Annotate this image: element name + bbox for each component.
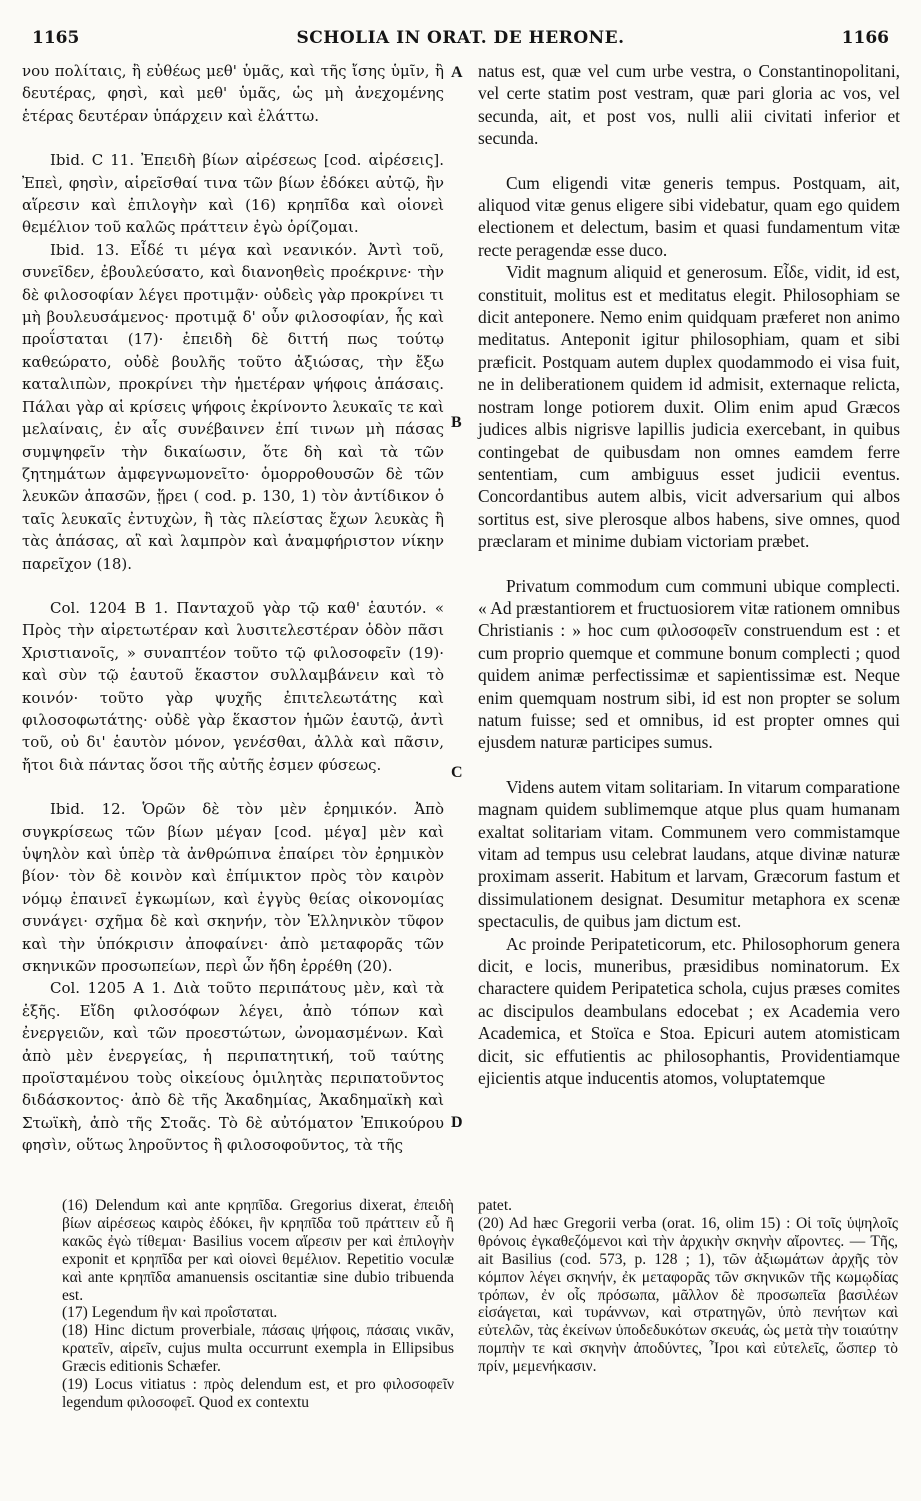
greek-paragraph: νου πολίταις, ἢ εὐθέως μεθ' ὑμᾶς, καὶ τῆς ἴσης ὑμῖν, ἢ δευτέρας, φησὶ, καὶ μεθ' ὑμᾶς, ὡς μὴ ἀνεχομένης ἑτέρας δευτέραν ὑπάρχειν καὶ ἐλάττω. xyxy=(22,62,444,125)
margin-marker-c: C xyxy=(451,764,463,781)
continuation-word: patet. xyxy=(478,1197,512,1214)
greek-paragraph: Col. 1204 B 1. Πανταχοῦ γὰρ τῷ καθ' ἑαυτόν. « Πρὸς τὴν αἱρετωτέραν καὶ λυσιτελεστέραν ὁδὸν πᾶσι Χριστιανοῖς, » συναπτέον τοῦτο τῷ φιλοσοφεῖν (19)· καὶ σὺν τῷ ἑαυτοῦ ἕκαστον συλλαμβάνειν καὶ τὸ κοινόν· τοῦτο γὰρ ψυχῆς ἐπιτελεωτάτης καὶ φιλοσοφωτάτης· οὐδὲ γὰρ ἕκαστον ἡμῶν ἑαυτῷ, ἀντὶ τοῦ, οὐ δι' ἑαυτὸν μόνον, γενέσθαι, ἀλλὰ καὶ πᾶσιν, ἤτοι διὰ πάντας ὅσοι τῆς αὐτῆς ἐσμεν φύσεως. xyxy=(22,598,444,774)
page-number-left: 1165 xyxy=(32,28,80,48)
footnotes-right xyxy=(478,1197,898,1376)
greek-paragraph: Ibid. C 11. Ἐπειδὴ βίων αἱρέσεως [cod. αἱρέσεις]. Ἐπεὶ, φησὶν, αἱρεῖσθαί τινα τῶν βίων ἐδόκει αὐτῷ, ἣν αἵρεσιν καὶ ἐπιλογὴν καὶ (16) κρηπῖδα καὶ οἱονεὶ θεμέλιον τοῦ καλῶς πράττειν ἐγὼ ὁρίζομαι. xyxy=(22,151,444,237)
latin-paragraph: Vidit magnum aliquid et generosum. Εἶδε, vidit, id est, constituit, molitus est et meditatus elegit. Philosophiam se dicit anteponere. Nemo enim quidquam præferet non animo meditatus. Anteponit igitur philosophiam, quam et sibi præficit. Postquam autem duplex quodammodo ei visa fuit, ne in deliberationem quidem id admisit, externaque relicta, nostram longe potiorem duxit. Olim enim apud Græcos judices albis nigrisve lapillis judicia exercebant, in quibus contingebat de quibusdam non omnes eamdem ferre sententiam, cum ambiguus esset judicii eventus. Concordantibus autem albis, vicit adversarium qui albos sortitus est, sive plerosque albos habens, sive omnes, quod præclaram et minime dubiam victoriam præbet. xyxy=(478,262,900,552)
footnote-20: (20) Ad hæc Gregorii verba (orat. 16, olim 15) : Οἱ τοῖς ὑψηλοῖς θρόνοις ἐγκαθεζόμενοι καὶ τὴν ἀρχικὴν σκηνὴν αἴροντες. — Τῆς, ait Basilius (cod. 573, p. 128 ; 1), τῶν ἀξιωμάτων ἀρχῆς τὸν κόμπον λέγει σκηνήν, ἐκ μεταφορᾶς τῶν σκηνικῶν τῆς κωμῳδίας τρόπων, ἐν οἷς πρόσωπα, μᾶλλον δὲ προσωπεῖα βασιλέων εἰσάγεται, καὶ τυράννων, καὶ στρατηγῶν, ὑπὸ πενήτων καὶ εὐτελῶν, τὰς ἐκείνων ὑποδεδυκότων σκευάς, ὡς μετὰ τὴν τοιαύτην πομπὴν τε καὶ σκηνὴν ἀποδύντες, Ἶροι καὶ εὐτελεῖς, ὥσπερ τὸ πρίν, μεμενήκασιν. xyxy=(478,1214,898,1376)
greek-paragraph: Ibid. 12. Ὁρῶν δὲ τὸν μὲν ἐρημικόν. Ἀπὸ συγκρίσεως τῶν βίων μέγαν [cod. μέγα] μὲν καὶ ὑψηλὸν καὶ ὑπὲρ τὰ ἀνθρώπινα ἐπαίρει τὸν ἐρημικὸν βίον· τὸν δὲ κοινὸν καὶ ἐπίμικτον πρὸς τὸν καιρὸν νόμῳ ἐπαινεῖ ἐγκωμίων, καὶ ἐγγὺς θείας οἰκονομίας συνάγει· σχῆμα δὲ καὶ σκηνήν, τὸν Ἑλληνικὸν τῦφον καὶ τὴν ὑπόκρισιν ἀποφαίνει· ἀπὸ μεταφορᾶς τῶν σκηνικῶν προσωπείων, περὶ ὧν ἤδη ἐρρέθη (20). xyxy=(22,800,444,976)
margin-marker-a: A xyxy=(451,64,463,81)
latin-paragraph: Cum eligendi vitæ generis tempus. Postquam, ait, aliquod vitæ genus eligere sibi videbatur, quam ego quidem electionem et delectum, basim et quasi fundamentum vitæ recte peragendæ esse duco. xyxy=(478,172,900,260)
greek-paragraph: Col. 1205 A 1. Διὰ τοῦτο περιπάτους μὲν, καὶ τὰ ἑξῆς. Εἴδη φιλοσόφων λέγει, ἀπὸ τόπων καὶ ἐνεργειῶν, καὶ τῶν προεστώτων, ὠνομασμένων. Καὶ ἀπὸ μὲν ἐνεργείας, ἡ περιπατητική, τοῦ ταύτης προϊσταμένου τοὺς οἰκείους ὁμιλητὰς περιπατοῦντος διδάσκοντος· ἀπὸ δὲ τῆς Ἀκαδημίας, Ἀκαδημαϊκὴ καὶ Στωϊκὴ, ἀπὸ τῆς Στοᾶς. Τὸ δὲ αὐτόματον Ἐπικούρου φησὶν, οὕτως ληροῦντος ἢ φιλοσοφοῦντος, τὰ τῆς xyxy=(22,979,444,1155)
latin-paragraph: Videns autem vitam solitariam. In vitarum comparatione magnam quidem sublimemque atque plus quam humanam exaltat solitariam vitam. Communem vero commistamque vitam ad tempus usu celebrat laudans, atque divinæ naturæ proximam asserit. Habitum et larvam, Græcorum fastum et dissimulationem designat. Desumitur metaphora ex scenæ spectaculis, de quibus jam dictum est. xyxy=(478,776,900,932)
page-number-right: 1166 xyxy=(841,28,889,48)
footnote-17: (17) Legendum ἣν καὶ προΐσταται. xyxy=(62,1304,278,1322)
greek-paragraph: Ibid. 13. Εἶδέ τι μέγα καὶ νεανικόν. Ἀντὶ τοῦ, συνεῖδεν, ἐβουλεύσατο, καὶ διανοηθεὶς προέκρινε· τὴν δὲ φιλοσοφίαν λέγει προτιμᾷν· οὐδεὶς γὰρ προκρίνει τι μὴ βουλευσάμενος· προτιμᾷ δ' οὖν φιλοσοφίαν, ἧς καὶ προΐσταται (17)· ἐπειδὴ δὲ διττή πως τούτῳ καθεώρατο, οὐδὲ βουλῆς τοῦτο ἀξιώσας, τὴν ἔξω καταλιπὼν, προκρίνει τὴν ἡμετέραν ψήφοις ἁπάσαις. Πάλαι γὰρ αἱ κρίσεις ψήφοις ἐκρίνοντο λευκαῖς τε καὶ μελαίναις, ἐν αἷς συνέβαινεν ἐπί τινων μὴ πάσας συμψηφεῖν τὴν δικαίωσιν, ὅτε δὴ καὶ τὰ τῶν ζητημάτων ἀμφεγνωμονεῖτο· ὁμορροθουσῶν δὲ τῶν λευκῶν ἁπασῶν, ᾕρει ( cod. p. 130, 1) τὸν ἀντίδικον ὁ ταῖς λευκαῖς ἐντυχὼν, ἢ τὰς πλείστας ἔχων λευκὰς ἢ τὰς ἁπάσας, αἳ καὶ λαμπρὸν καὶ ἀναμφήριστον νίκην παρεῖχον (18). xyxy=(22,240,444,573)
latin-paragraph: Ac proinde Peripateticorum, etc. Philosophorum genera dicit, e locis, muneribus, præsidibus nominatorum. Ex charactere quidem Peripatetica schola, cujus præses comites ac discipulos deambulans edocebat ; ex Academia vero Academica, et Stoïca e Stoa. Epicuri autem atomisticam dicit, sic effutientis ac philosophantis, Providentiamque ejicientis atque inducentis atomos, voluptatemque xyxy=(478,933,900,1089)
running-title: SCHOLIA IN ORAT. DE HERONE. xyxy=(296,28,625,48)
margin-marker-b: B xyxy=(451,414,462,431)
footnote-18: (18) Hinc dictum proverbiale, πάσαις ψήφοις, πάσαις νικᾶν, κρατεῖν, αἱρεῖν, cujus multa occurrunt exempla in Ellipsibus Græcis editionis Schæfer. xyxy=(62,1322,454,1376)
latin-paragraph: natus est, quæ vel cum urbe vestra, o Constantinopolitani, vel certe statim post vestram, quæ pari gloria ac vos, vel secunda, ait, et post vos, nulli alii civitati inferior et secunda. xyxy=(478,61,900,149)
footnotes-left xyxy=(62,1197,454,1412)
greek-column xyxy=(22,60,444,1157)
footnote-16: (16) Delendum καὶ ante κρηπῖδα. Gregorius dixerat, ἐπειδὴ βίων αἱρέσεως καιρὸς ἐδόκει, ἣν κρηπῖδα τοῦ πράττειν εὖ ἢ κακῶς ἐγὼ τίθεμαι· Basilius vocem αἵρεσιν per καὶ ἐπιλογὴν exponit et κρηπῖδα per καὶ οἱονεὶ θεμέλιον. Repetitio voculæ καὶ ante κρηπῖδα amanuensis oscitantiæ sine dubio tribuenda est. xyxy=(62,1197,454,1304)
latin-column xyxy=(478,60,900,1089)
footnote-19: (19) Locus vitiatus : πρὸς delendum est, et pro φιλοσοφεῖν legendum φιλοσοφεῖ. Quod ex contextu xyxy=(62,1376,454,1411)
margin-marker-d: D xyxy=(451,1114,463,1131)
latin-paragraph: Privatum commodum cum communi ubique complecti. « Ad præstantiorem et fructuosiorem vitæ rationem omnibus Christianis : » hoc cum φιλοσοφεῖν construendum est : et cum proprio quemque et commune bonum complecti ; quod quidem animæ perfectissimæ et sapientissimæ est. Neque enim quemquam nostrum sibi, id est non propter se solum natum fuisse; sed et omnibus, id est propter omnes qui ejusdem naturæ participes sumus. xyxy=(478,575,900,753)
